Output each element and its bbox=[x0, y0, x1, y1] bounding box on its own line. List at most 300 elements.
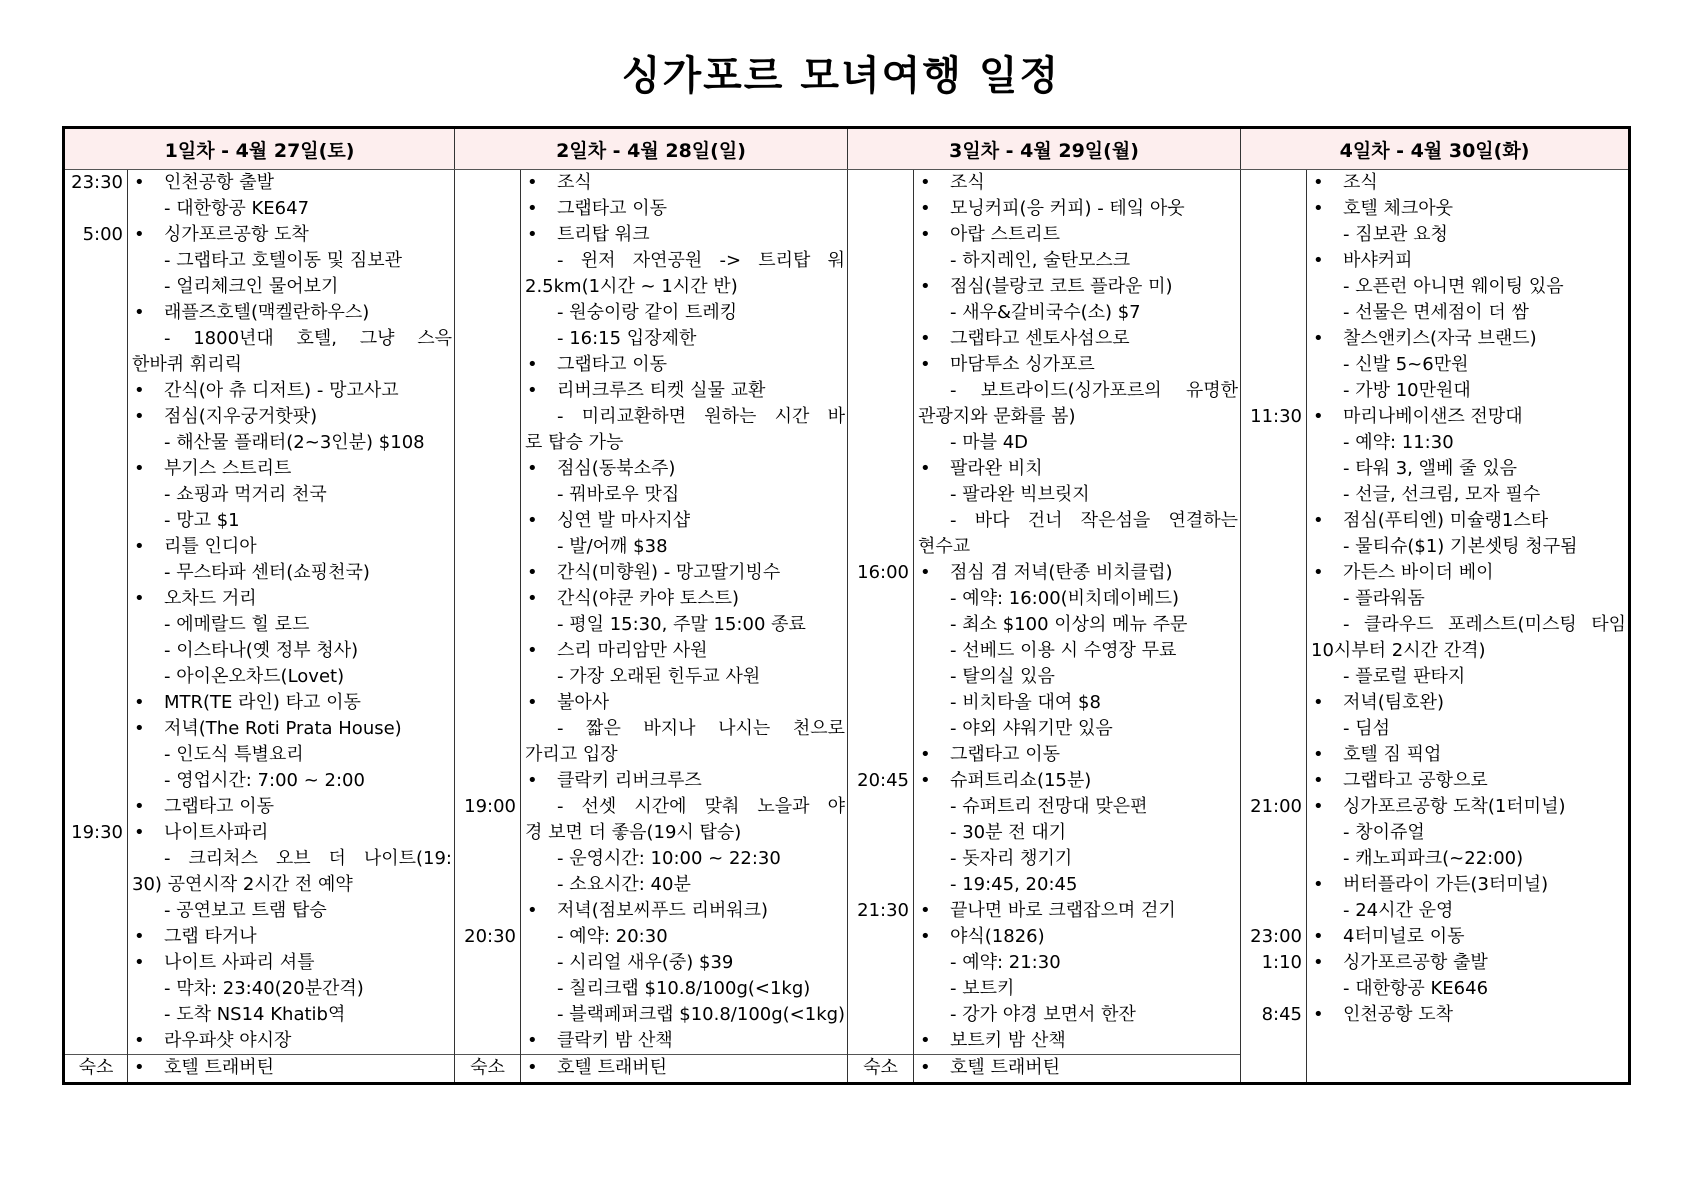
activity-text: - 슈퍼트리 전망대 맞은편 bbox=[950, 796, 1148, 817]
time-label bbox=[455, 872, 516, 898]
activity-detail bbox=[918, 378, 1238, 404]
activity-detail bbox=[525, 274, 845, 300]
activity-detail bbox=[132, 976, 452, 1002]
time-label bbox=[1241, 586, 1302, 612]
activity-text: - 예약: 20:30 bbox=[557, 926, 668, 947]
activity-detail bbox=[1311, 638, 1626, 664]
activity-text: 싱가포르공항 출발 bbox=[1343, 952, 1488, 973]
activity-text: - 그랩타고 호텔이동 및 짐보관 bbox=[164, 250, 403, 271]
activity-text: 트리탑 워크 bbox=[557, 224, 650, 245]
activity-text: - 팔라완 빅브릿지 bbox=[950, 484, 1090, 505]
activity-text: 찰스앤키스(자국 브랜드) bbox=[1343, 328, 1537, 349]
activity-detail bbox=[525, 326, 845, 352]
activity-detail bbox=[525, 534, 845, 560]
activity-detail bbox=[132, 326, 452, 352]
activity-text: 그랩타고 이동 bbox=[950, 744, 1061, 765]
bullet-icon: • bbox=[1313, 562, 1324, 583]
time-label bbox=[65, 508, 123, 534]
activity-text: 점심(블랑코 코트 플라운 미) bbox=[950, 276, 1173, 297]
activity-detail bbox=[132, 248, 452, 274]
activity-detail bbox=[132, 872, 452, 898]
activity-item bbox=[1311, 794, 1626, 820]
activity-text: - 해산물 플래터(2~3인분) $108 bbox=[164, 432, 425, 453]
activity-detail bbox=[525, 742, 845, 768]
time-label bbox=[455, 820, 516, 846]
activity-detail bbox=[132, 196, 452, 222]
time-label bbox=[1241, 222, 1302, 248]
time-label bbox=[1241, 482, 1302, 508]
time-label bbox=[1241, 300, 1302, 326]
activity-detail bbox=[918, 820, 1238, 846]
activity-text: 모닝커피(응 커피) - 테잌 아웃 bbox=[950, 198, 1185, 219]
time-label bbox=[65, 872, 123, 898]
activity-text: 조식 bbox=[557, 172, 592, 193]
activity-text: 그랩 타거나 bbox=[164, 926, 257, 947]
activity-text: 슈퍼트리쇼(15분) bbox=[950, 770, 1092, 791]
activity-text: - 인도식 특별요리 bbox=[164, 744, 304, 765]
activity-text: 라우파샷 야시장 bbox=[164, 1030, 292, 1051]
activity-text: 스리 마리암만 사원 bbox=[557, 640, 708, 661]
activity-item bbox=[132, 300, 452, 326]
time-label bbox=[848, 222, 909, 248]
activity-text: - 돗자리 챙기기 bbox=[950, 848, 1073, 869]
time-label: 23:00 bbox=[1250, 926, 1302, 947]
time-label bbox=[455, 950, 516, 976]
page-title: 싱가포르 모녀여행 일정 bbox=[621, 53, 1061, 99]
time-label bbox=[848, 872, 909, 898]
activity-detail bbox=[132, 430, 452, 456]
bullet-icon: • bbox=[920, 744, 931, 765]
activity-item bbox=[918, 898, 1238, 924]
activity-text: - 신발 5~6만원 bbox=[1343, 354, 1469, 375]
activity-item bbox=[918, 222, 1238, 248]
activity-text: 그랩타고 공항으로 bbox=[1343, 770, 1488, 791]
activity-text: - 하지레인, 술탄모스크 bbox=[950, 250, 1131, 271]
activity-text: 로 탑승 가능 bbox=[525, 432, 624, 453]
time-label bbox=[455, 976, 516, 1002]
time-label bbox=[455, 248, 516, 274]
bullet-icon: • bbox=[1313, 926, 1324, 947]
activity-text: - 딤섬 bbox=[1343, 718, 1390, 739]
time-label bbox=[65, 716, 123, 742]
activity-text: 나이트사파리 bbox=[164, 822, 269, 843]
stay-value: 호텔 트래버틴 bbox=[950, 1057, 1061, 1078]
activity-detail bbox=[918, 1002, 1238, 1028]
time-label bbox=[1241, 508, 1302, 534]
activity-text: 인천공항 도착 bbox=[1343, 1004, 1454, 1025]
activity-item bbox=[918, 768, 1238, 794]
activity-text: - 평일 15:30, 주말 15:00 종료 bbox=[557, 614, 806, 635]
bullet-icon: • bbox=[920, 458, 931, 479]
bullet-icon: • bbox=[134, 458, 145, 479]
bullet-icon: • bbox=[527, 900, 538, 921]
activity-detail bbox=[1311, 664, 1626, 690]
time-label bbox=[455, 664, 516, 690]
activity-item bbox=[525, 508, 845, 534]
bullet-icon: • bbox=[527, 562, 538, 583]
activity-text: - 크리처스 오브 더 나이트(19: bbox=[164, 848, 452, 869]
activity-item bbox=[1311, 742, 1626, 768]
activity-detail bbox=[132, 664, 452, 690]
activity-detail bbox=[1311, 300, 1626, 326]
time-label bbox=[455, 898, 516, 924]
bullet-icon: • bbox=[1313, 172, 1324, 193]
activity-detail bbox=[918, 690, 1238, 716]
activity-text: - 꿔바로우 맛집 bbox=[557, 484, 680, 505]
bullet-icon: • bbox=[1313, 406, 1324, 427]
time-label bbox=[455, 690, 516, 716]
activity-detail bbox=[525, 872, 845, 898]
activity-detail bbox=[525, 300, 845, 326]
activity-detail bbox=[1311, 274, 1626, 300]
bullet-icon: • bbox=[920, 354, 931, 375]
activity-text: - 칠리크랩 $10.8/100g(<1kg) bbox=[557, 978, 811, 999]
activity-text: 래플즈호텔(맥켈란하우스) bbox=[164, 302, 370, 323]
activity-text: 간식(미향원) - 망고딸기빙수 bbox=[557, 562, 781, 583]
time-label bbox=[455, 534, 516, 560]
time-label bbox=[848, 456, 909, 482]
time-label: 19:30 bbox=[71, 822, 123, 843]
activity-item bbox=[525, 586, 845, 612]
activity-text: - 오픈런 아니면 웨이팅 있음 bbox=[1343, 276, 1564, 297]
time-label bbox=[455, 482, 516, 508]
time-label: 8:45 bbox=[1261, 1004, 1302, 1025]
activity-text: - 영업시간: 7:00 ~ 2:00 bbox=[164, 770, 365, 791]
time-label bbox=[1241, 976, 1302, 1002]
activity-text: 조식 bbox=[950, 172, 985, 193]
time-label: 21:30 bbox=[857, 900, 909, 921]
time-label bbox=[455, 638, 516, 664]
activity-text: - 이스타나(옛 정부 청사) bbox=[164, 640, 359, 661]
activity-item bbox=[525, 898, 845, 924]
bullet-icon: • bbox=[1313, 328, 1324, 349]
bullet-icon: • bbox=[1313, 510, 1324, 531]
activity-detail bbox=[1311, 222, 1626, 248]
activity-text: - 가방 10만원대 bbox=[1343, 380, 1471, 401]
activity-text: - 새우&갈비국수(소) $7 bbox=[950, 302, 1141, 323]
activity-text: 점심 겸 저녁(탄종 비치클럽) bbox=[950, 562, 1173, 583]
activity-detail bbox=[525, 482, 845, 508]
activity-text: - 선셋 시간에 맞춰 노을과 야 bbox=[557, 796, 845, 817]
time-label bbox=[848, 664, 909, 690]
time-column bbox=[1241, 170, 1307, 1084]
activity-detail bbox=[1311, 378, 1626, 404]
bullet-icon: • bbox=[527, 198, 538, 219]
activity-detail bbox=[525, 248, 845, 274]
activity-item bbox=[132, 586, 452, 612]
time-label bbox=[1241, 274, 1302, 300]
bullet-icon: • bbox=[527, 380, 538, 401]
activity-text: - 무스타파 센터(쇼핑천국) bbox=[164, 562, 370, 583]
activity-detail bbox=[525, 976, 845, 1002]
activity-text: - 쇼핑과 먹거리 천국 bbox=[164, 484, 327, 505]
time-label bbox=[1241, 638, 1302, 664]
activity-text: 그랩타고 이동 bbox=[557, 198, 668, 219]
activity-detail bbox=[918, 248, 1238, 274]
activity-text: 호텔 체크아웃 bbox=[1343, 198, 1454, 219]
activity-text: - 짧은 바지나 나시는 천으로 bbox=[557, 718, 845, 739]
bullet-icon: • bbox=[527, 770, 538, 791]
time-label bbox=[65, 560, 123, 586]
day-header: 3일차 - 4월 29일(월) bbox=[848, 128, 1241, 170]
time-label bbox=[848, 482, 909, 508]
time-label bbox=[455, 586, 516, 612]
time-label bbox=[1241, 430, 1302, 456]
activity-text: 불아사 bbox=[557, 692, 610, 713]
time-column bbox=[848, 170, 914, 1055]
activity-text: 저녁(The Roti Prata House) bbox=[164, 718, 402, 739]
activity-text: - 보트키 bbox=[950, 978, 1015, 999]
activity-text: 호텔 짐 픽업 bbox=[1343, 744, 1442, 765]
time-label bbox=[1241, 820, 1302, 846]
bullet-icon: • bbox=[527, 224, 538, 245]
bullet-icon: • bbox=[134, 692, 145, 713]
time-label bbox=[455, 352, 516, 378]
activity-text: - 막차: 23:40(20분간격) bbox=[164, 978, 364, 999]
activity-text: - 운영시간: 10:00 ~ 22:30 bbox=[557, 848, 781, 869]
activity-item bbox=[132, 456, 452, 482]
activity-text: 저녁(팀호완) bbox=[1343, 692, 1444, 713]
activity-text: - 선글, 선크림, 모자 필수 bbox=[1343, 484, 1541, 505]
time-label bbox=[848, 326, 909, 352]
activity-item bbox=[1311, 404, 1626, 430]
activity-text: - 예약: 16:00(비치데이베드) bbox=[950, 588, 1180, 609]
activity-detail bbox=[918, 404, 1238, 430]
activity-text: 인천공항 출발 bbox=[164, 172, 275, 193]
activity-text: 나이트 사파리 셔틀 bbox=[164, 952, 315, 973]
time-label bbox=[1241, 456, 1302, 482]
stay-cell bbox=[914, 1055, 1241, 1084]
time-label bbox=[65, 976, 123, 1002]
time-label bbox=[65, 248, 123, 274]
activity-text: 팔라완 비치 bbox=[950, 458, 1043, 479]
header-row bbox=[64, 128, 1630, 170]
activity-detail bbox=[1311, 976, 1626, 1002]
activity-detail bbox=[1311, 846, 1626, 872]
activity-column bbox=[1307, 170, 1630, 1084]
activity-item bbox=[132, 716, 452, 742]
time-label bbox=[848, 378, 909, 404]
time-label bbox=[65, 300, 123, 326]
time-label bbox=[455, 1028, 516, 1054]
time-label: 16:00 bbox=[857, 562, 909, 583]
activity-item bbox=[1311, 950, 1626, 976]
activity-detail bbox=[132, 482, 452, 508]
activity-detail bbox=[132, 846, 452, 872]
activity-item bbox=[1311, 924, 1626, 950]
activity-detail bbox=[918, 846, 1238, 872]
activity-detail bbox=[918, 534, 1238, 560]
bullet-icon: • bbox=[134, 796, 145, 817]
time-label bbox=[65, 768, 123, 794]
activity-text: - 19:45, 20:45 bbox=[950, 874, 1078, 895]
activity-item bbox=[918, 456, 1238, 482]
activity-text: 4터미널로 이동 bbox=[1343, 926, 1465, 947]
time-label bbox=[848, 976, 909, 1002]
time-label bbox=[455, 508, 516, 534]
activity-text: 마담투소 싱가포르 bbox=[950, 354, 1095, 375]
time-label bbox=[848, 846, 909, 872]
activity-detail bbox=[1311, 820, 1626, 846]
activity-item bbox=[918, 560, 1238, 586]
bullet-icon: • bbox=[134, 718, 145, 739]
activity-text: - 비치타올 대여 $8 bbox=[950, 692, 1101, 713]
activity-text: 야식(1826) bbox=[950, 926, 1045, 947]
bullet-icon: • bbox=[134, 588, 145, 609]
time-label bbox=[848, 430, 909, 456]
time-label bbox=[455, 274, 516, 300]
time-label bbox=[65, 1002, 123, 1028]
stay-cell bbox=[521, 1055, 848, 1084]
time-label bbox=[65, 950, 123, 976]
stay-cell bbox=[128, 1055, 455, 1084]
time-label bbox=[1241, 170, 1302, 196]
activity-text: 조식 bbox=[1343, 172, 1378, 193]
bullet-icon: • bbox=[1313, 952, 1324, 973]
time-label bbox=[65, 638, 123, 664]
activity-text: - 도착 NS14 Khatib역 bbox=[164, 1004, 346, 1025]
activity-item bbox=[1311, 508, 1626, 534]
time-label bbox=[65, 196, 123, 222]
activity-detail bbox=[918, 950, 1238, 976]
activity-text: - 대한항공 KE647 bbox=[164, 198, 310, 219]
activity-item bbox=[525, 196, 845, 222]
time-label bbox=[848, 274, 909, 300]
time-label bbox=[1241, 872, 1302, 898]
activity-text: 오차드 거리 bbox=[164, 588, 257, 609]
activity-item bbox=[525, 690, 845, 716]
activity-item bbox=[1311, 326, 1626, 352]
time-label bbox=[455, 326, 516, 352]
activity-text: MTR(TE 라인) 타고 이동 bbox=[164, 692, 361, 713]
activity-text: - 짐보관 요청 bbox=[1343, 224, 1448, 245]
activity-text: 경 보면 더 좋음(19시 탑승) bbox=[525, 822, 742, 843]
activity-item bbox=[132, 404, 452, 430]
time-label bbox=[455, 170, 516, 196]
activity-detail bbox=[132, 612, 452, 638]
activity-text: - 캐노피파크(~22:00) bbox=[1343, 848, 1524, 869]
activity-detail bbox=[1311, 430, 1626, 456]
activity-column bbox=[128, 170, 455, 1055]
time-label bbox=[1241, 768, 1302, 794]
activity-detail bbox=[918, 872, 1238, 898]
activity-detail bbox=[1311, 534, 1626, 560]
activity-text: 가리고 입장 bbox=[525, 744, 618, 765]
time-label bbox=[848, 534, 909, 560]
time-label bbox=[455, 404, 516, 430]
activity-text: 점심(동북소주) bbox=[557, 458, 676, 479]
activity-text: - 탈의실 있음 bbox=[950, 666, 1055, 687]
activity-text: - 소요시간: 40분 bbox=[557, 874, 691, 895]
bullet-icon: • bbox=[920, 926, 931, 947]
bullet-icon: • bbox=[527, 692, 538, 713]
activity-text: - 블랙페퍼크랩 $10.8/100g(<1kg) bbox=[557, 1004, 845, 1025]
time-label bbox=[65, 612, 123, 638]
time-label bbox=[65, 326, 123, 352]
activity-item bbox=[132, 534, 452, 560]
time-label bbox=[65, 664, 123, 690]
activity-text: 부기스 스트리트 bbox=[164, 458, 292, 479]
activity-item bbox=[918, 170, 1238, 196]
time-label bbox=[65, 586, 123, 612]
activity-detail bbox=[525, 924, 845, 950]
activity-item bbox=[132, 950, 452, 976]
bullet-icon: • bbox=[1313, 770, 1324, 791]
day-header: 1일차 - 4월 27일(토) bbox=[64, 128, 455, 170]
activity-text: - 가장 오래된 힌두교 사원 bbox=[557, 666, 761, 687]
activity-text: - 시리얼 새우(중) $39 bbox=[557, 952, 734, 973]
time-label bbox=[455, 846, 516, 872]
time-label bbox=[455, 378, 516, 404]
activity-text: 관광지와 문화를 봄) bbox=[918, 406, 1076, 427]
stay-label: 숙소 bbox=[64, 1055, 128, 1084]
activity-detail bbox=[132, 352, 452, 378]
day-header: 2일차 - 4월 28일(일) bbox=[455, 128, 848, 170]
activity-detail bbox=[132, 508, 452, 534]
time-label bbox=[65, 898, 123, 924]
activity-item bbox=[918, 326, 1238, 352]
activity-text: - 창이쥬얼 bbox=[1343, 822, 1425, 843]
activity-text: - 예약: 11:30 bbox=[1343, 432, 1454, 453]
activity-text: 30) 공연시작 2시간 전 예약 bbox=[132, 874, 353, 895]
time-label bbox=[65, 742, 123, 768]
activity-detail bbox=[525, 716, 845, 742]
time-label bbox=[455, 612, 516, 638]
bullet-icon: • bbox=[527, 354, 538, 375]
activity-item bbox=[525, 456, 845, 482]
bullet-icon: • bbox=[527, 1030, 538, 1051]
activity-detail bbox=[918, 586, 1238, 612]
bullet-icon: • bbox=[527, 510, 538, 531]
bullet-icon: • bbox=[920, 1057, 931, 1078]
time-label bbox=[455, 430, 516, 456]
activity-item bbox=[525, 768, 845, 794]
bullet-icon: • bbox=[920, 900, 931, 921]
activity-text: 클락키 리버크루즈 bbox=[557, 770, 702, 791]
time-label bbox=[848, 404, 909, 430]
activity-text: - 보트라이드(싱가포르의 유명한 bbox=[950, 380, 1238, 401]
activity-item bbox=[1311, 690, 1626, 716]
activity-item bbox=[918, 742, 1238, 768]
time-label bbox=[455, 1002, 516, 1028]
activity-detail bbox=[918, 976, 1238, 1002]
itinerary-table bbox=[62, 126, 1631, 1085]
time-label bbox=[65, 924, 123, 950]
bullet-icon: • bbox=[920, 198, 931, 219]
activity-detail bbox=[918, 508, 1238, 534]
activity-item bbox=[525, 638, 845, 664]
activity-item bbox=[525, 222, 845, 248]
time-label bbox=[455, 768, 516, 794]
time-label bbox=[848, 1002, 909, 1028]
bullet-icon: • bbox=[134, 926, 145, 947]
activity-item bbox=[918, 274, 1238, 300]
activity-text: 끝나면 바로 크랩잡으며 걷기 bbox=[950, 900, 1176, 921]
time-label bbox=[65, 456, 123, 482]
activity-detail bbox=[1311, 456, 1626, 482]
activity-item bbox=[1311, 248, 1626, 274]
activity-detail bbox=[918, 794, 1238, 820]
activity-text: - 1800년대 호텔, 그냥 스윽 bbox=[164, 328, 452, 349]
activity-text: - 클라우드 포레스트(미스팅 타임 bbox=[1343, 614, 1626, 635]
activity-text: 리틀 인디아 bbox=[164, 536, 257, 557]
bullet-icon: • bbox=[920, 172, 931, 193]
activity-detail bbox=[1311, 352, 1626, 378]
activity-item bbox=[132, 794, 452, 820]
time-label bbox=[65, 1028, 123, 1054]
bullet-icon: • bbox=[1313, 1004, 1324, 1025]
activity-text: - 얼리체크인 물어보기 bbox=[164, 276, 339, 297]
